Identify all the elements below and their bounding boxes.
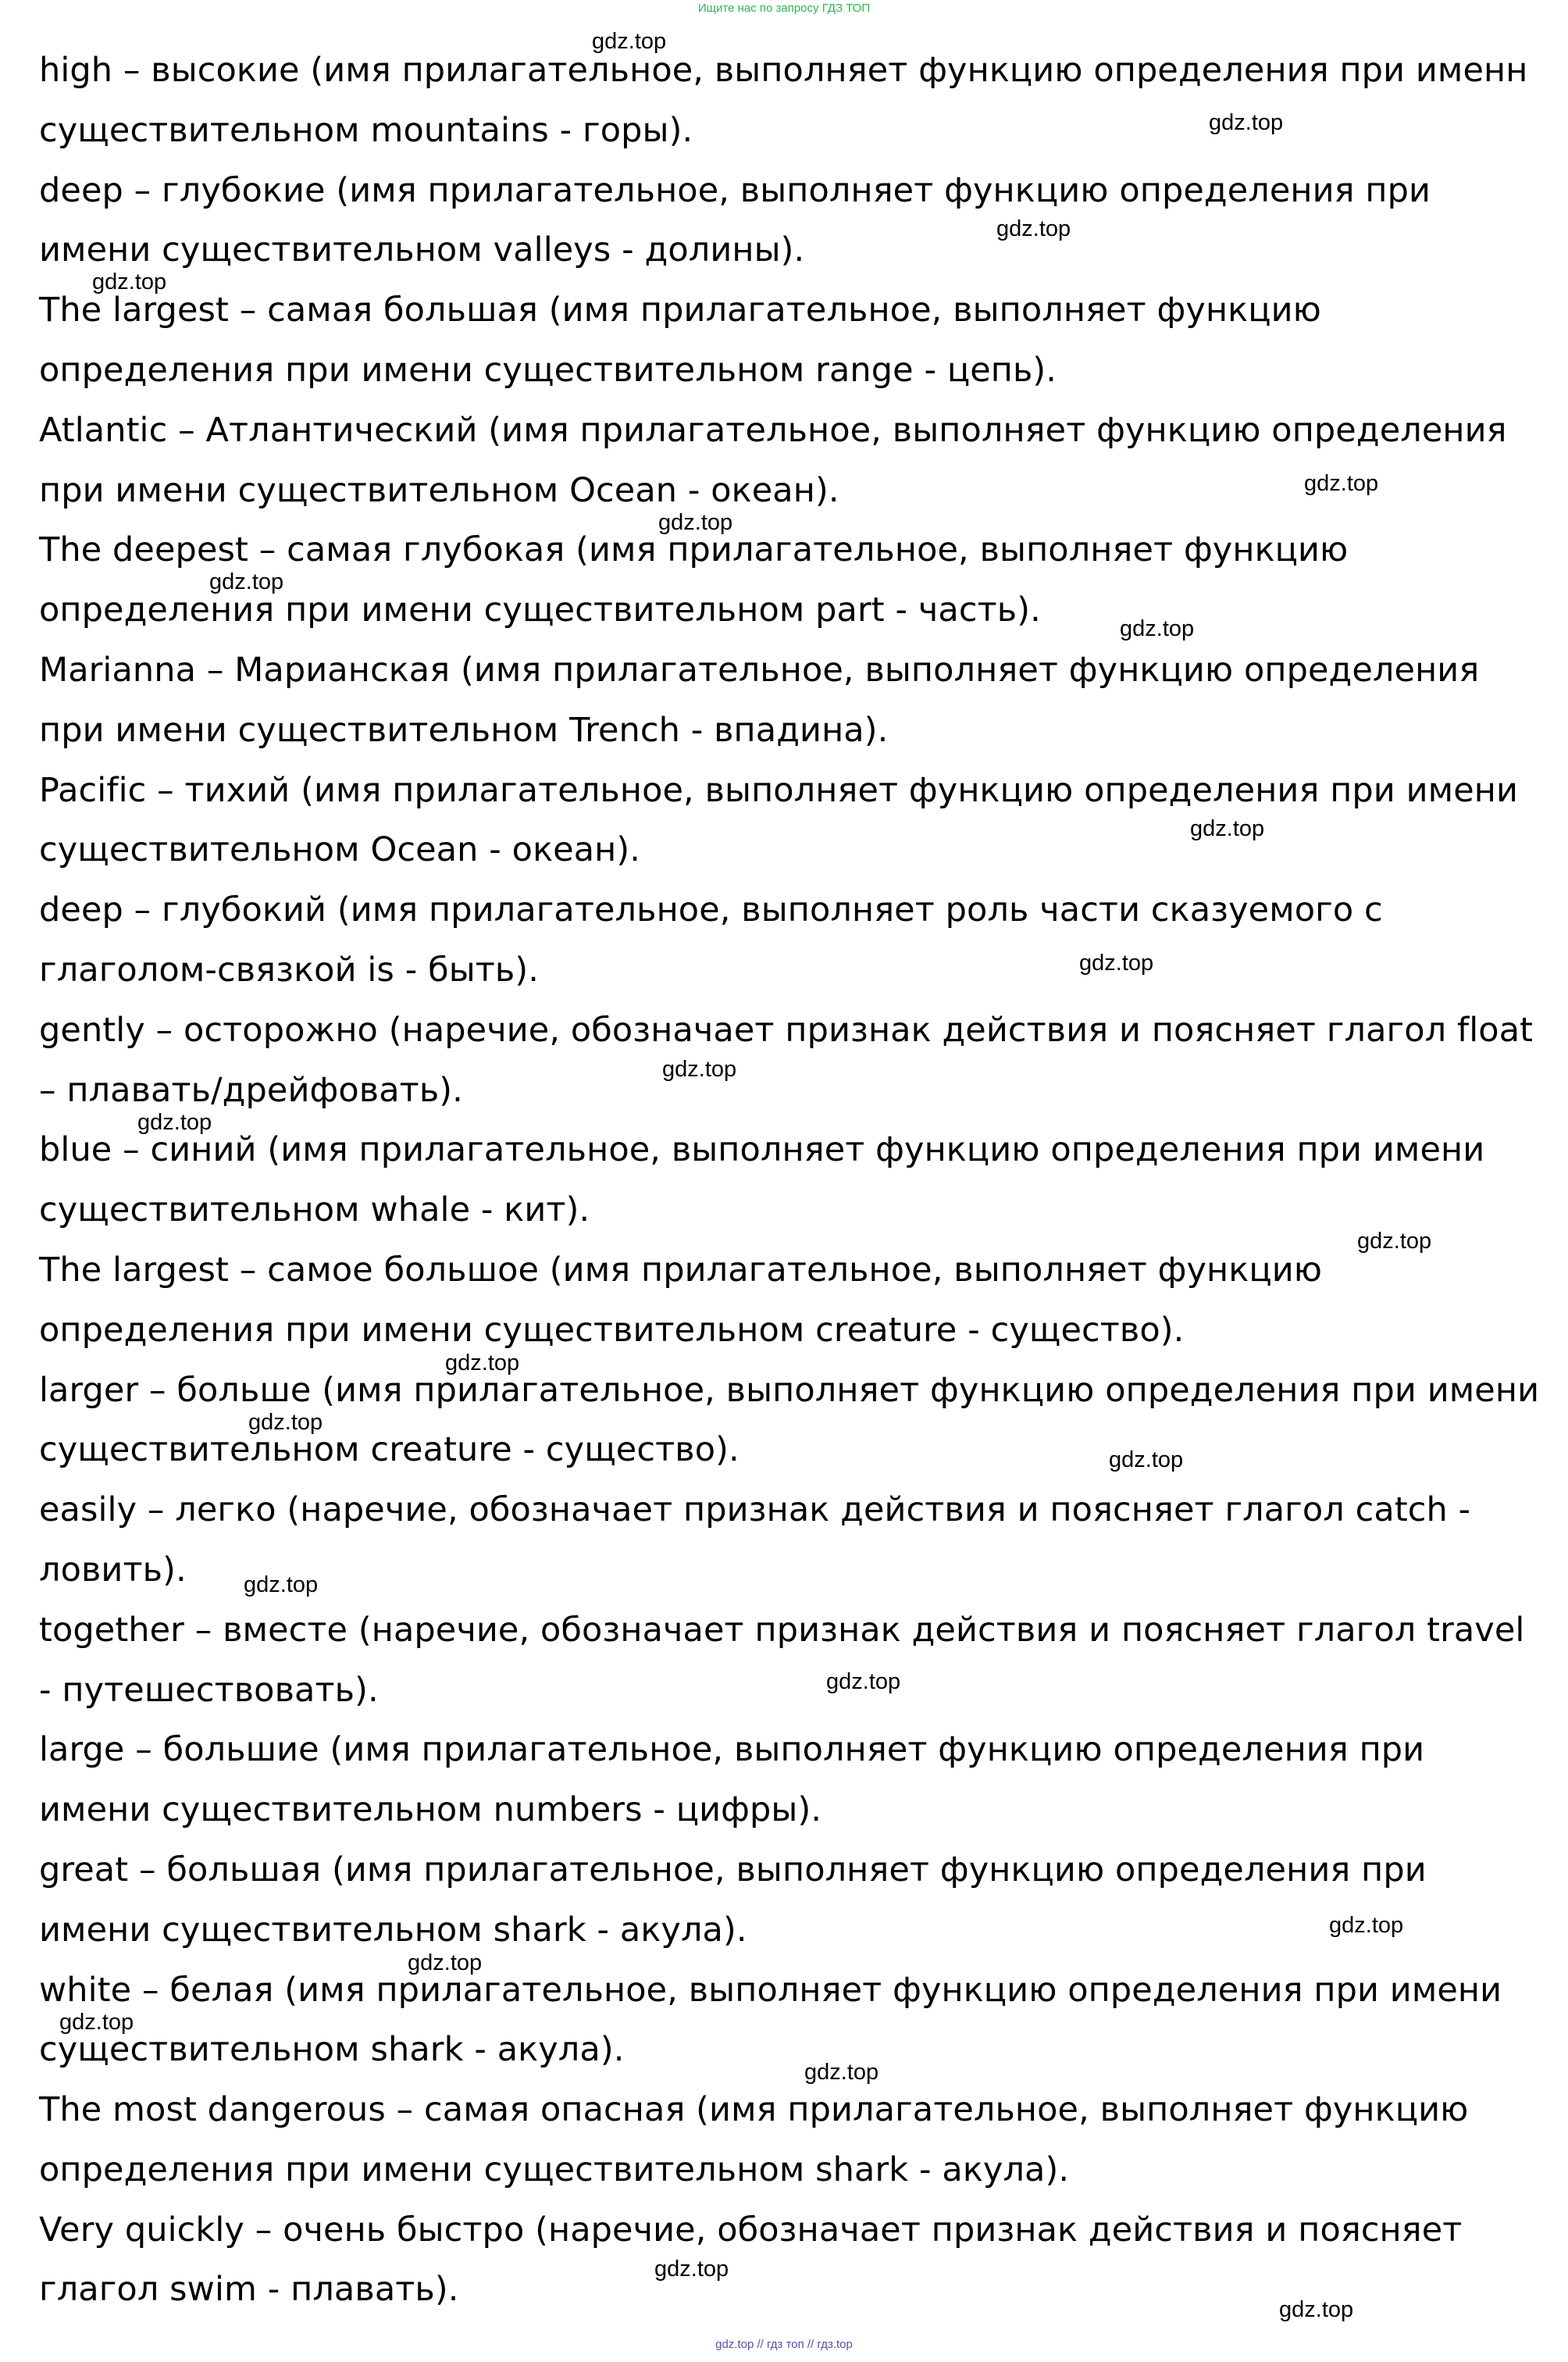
watermark: gdz.top (1329, 1913, 1404, 1938)
list-item: The largest – самое большое (имя прилагательное, выполняет функцию определения при имени существительном creature - существо). (39, 1250, 1323, 1350)
watermark: gdz.top (1079, 951, 1154, 976)
watermark: gdz.top (996, 216, 1071, 241)
list-item: deep – глубокие (имя прилагательное, выполняет функцию определения при имени существительном valleys - долины). (39, 170, 1431, 270)
watermark: gdz.top (248, 1410, 323, 1435)
top-banner: Ищите нас по запросу ГДЗ ТОП (697, 2, 871, 15)
watermark: gdz.top (209, 569, 284, 594)
watermark: gdz.top (408, 1950, 483, 1975)
watermark: gdz.top (592, 29, 667, 54)
list-item: blue – синий (имя прилагательное, выполняет функцию определения при имени существительном whale - кит). (39, 1130, 1485, 1230)
bottom-banner: gdz.top // гдз топ // гдз.top (715, 2338, 853, 2351)
watermark: gdz.top (1190, 816, 1265, 841)
list-item: Atlantic – Атлантический (имя прилагательное, выполняет функцию определения при имени существительном Ocean - океан). (39, 410, 1507, 510)
watermark: gdz.top (244, 1572, 319, 1597)
watermark: gdz.top (1279, 2297, 1354, 2322)
list-item: gently – осторожно (наречие, обозначает признак действия и поясняет глагол float – плавать/дрейфовать). (39, 1010, 1534, 1110)
watermark: gdz.top (59, 2010, 134, 2035)
list-item: larger – больше (имя прилагательное, выполняет функцию определения при имени существительном creature - существо). (39, 1370, 1540, 1470)
answer-list (39, 41, 1546, 2320)
list-item: great – большая (имя прилагательное, выполняет функцию определения при имени существительном shark - акула). (39, 1850, 1427, 1950)
watermark: gdz.top (137, 1110, 212, 1135)
list-item: Marianna – Марианская (имя прилагательное, выполняет функцию определения при имени существительном Trench - впадина). (39, 650, 1480, 750)
watermark: gdz.top (658, 510, 733, 535)
list-item: The most dangerous – самая опасная (имя прилагательное, выполняет функцию определения при имени существительном shark - акула). (39, 2090, 1469, 2189)
list-item: high – высокие (имя прилагательное, выполняет функцию определения при именн существительном mountains - горы). (39, 51, 1528, 150)
list-item: Very quickly – очень быстро (наречие, обозначает признак действия и поясняет глагол swim - плавать). (39, 2210, 1463, 2310)
list-item: large – большие (имя прилагательное, выполняет функцию определения при имени существительном numbers - цифры). (39, 1730, 1425, 1830)
list-item: deep – глубокий (имя прилагательное, выполняет роль части сказуемого с глаголом-связкой is - быть). (39, 890, 1383, 990)
watermark: gdz.top (92, 269, 167, 294)
watermark: gdz.top (445, 1350, 520, 1375)
watermark: gdz.top (804, 2060, 879, 2085)
watermark: gdz.top (1209, 110, 1284, 135)
watermark: gdz.top (662, 1057, 737, 1082)
list-item: Pacific – тихий (имя прилагательное, выполняет функцию определения при имени существительном Ocean - океан). (39, 770, 1519, 870)
watermark: gdz.top (1120, 616, 1195, 641)
watermark: gdz.top (1109, 1447, 1184, 1472)
watermark: gdz.top (654, 2257, 729, 2282)
list-item: white – белая (имя прилагательное, выполняет функцию определения при имени существительном shark - акула). (39, 1970, 1502, 2070)
list-item: The deepest – самая глубокая (имя прилагательное, выполняет функцию определения при имени существительном part - часть). (39, 530, 1349, 630)
watermark: gdz.top (826, 1669, 901, 1694)
list-item: The largest – самая большая (имя прилагательное, выполняет функцию определения при имени существительном range - цепь). (39, 291, 1321, 390)
list-item: together – вместе (наречие, обозначает признак действия и поясняет глагол travel - путешествовать). (39, 1610, 1525, 1710)
list-item: easily – легко (наречие, обозначает признак действия и поясняет глагол catch - ловить). (39, 1490, 1471, 1590)
watermark: gdz.top (1357, 1229, 1432, 1254)
watermark: gdz.top (1304, 471, 1379, 496)
